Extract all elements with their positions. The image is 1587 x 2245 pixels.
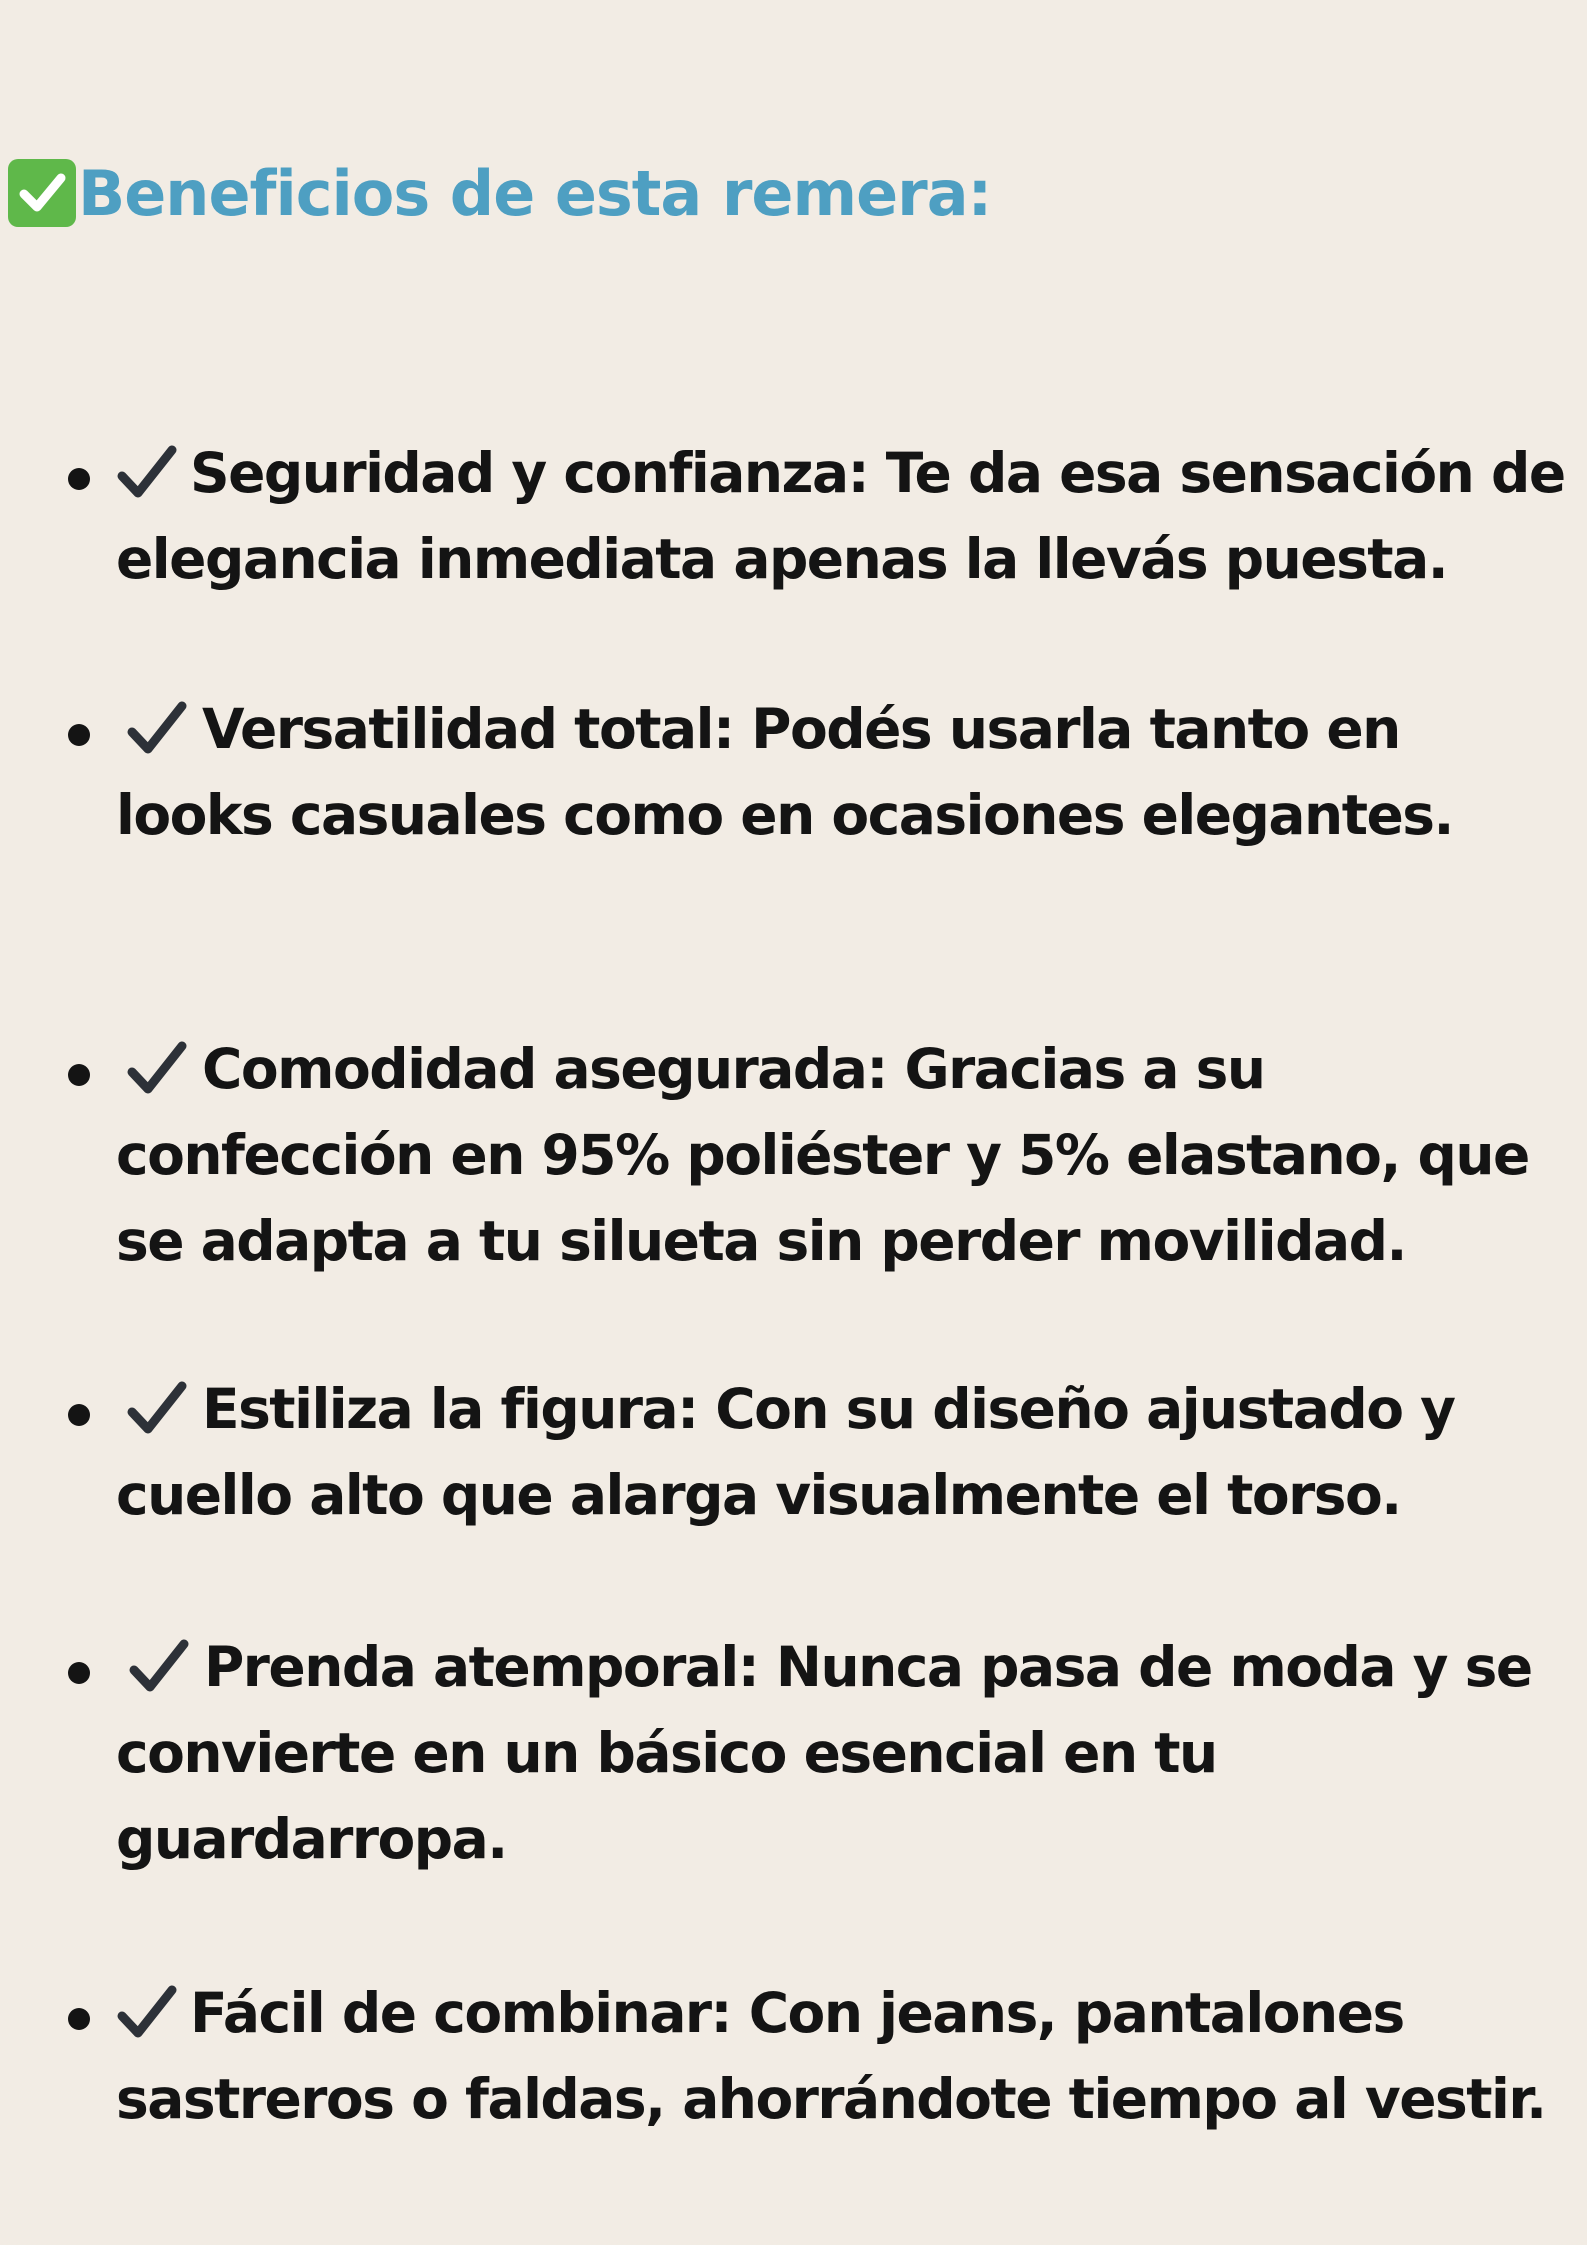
page-title: Beneficios de esta remera: (78, 156, 992, 230)
benefit-text: Seguridad y confianza: Te da esa sensación de elegancia inmediata apenas la llevás puesta. (116, 441, 1565, 591)
benefit-text: Versatilidad total: Podés usarla tanto en looks casuales como en ocasiones elegantes. (116, 697, 1453, 847)
check-box-icon (8, 159, 76, 227)
benefit-text: Prenda atemporal: Nunca pasa de moda y se convierte en un básico esencial en tu guardarropa. (116, 1635, 1532, 1871)
benefit-text: Fácil de combinar: Con jeans, pantalones sastreros o faldas, ahorrándote tiempo al vestir. (116, 1981, 1546, 2131)
bullet-icon (68, 468, 90, 490)
bullet-icon (68, 1064, 90, 1086)
bullet-icon (68, 2008, 90, 2030)
benefit-text: Estiliza la figura: Con su diseño ajustado y cuello alto que alarga visualmente el torso. (116, 1377, 1455, 1527)
benefit-text: Comodidad asegurada: Gracias a su confección en 95% poliéster y 5% elastano, que se adapta a tu silueta sin perder movilidad. (116, 1037, 1529, 1273)
bullet-icon (68, 1662, 90, 1684)
bullet-icon (68, 1404, 90, 1426)
bullet-icon (68, 724, 90, 746)
benefits-heading (8, 148, 991, 238)
